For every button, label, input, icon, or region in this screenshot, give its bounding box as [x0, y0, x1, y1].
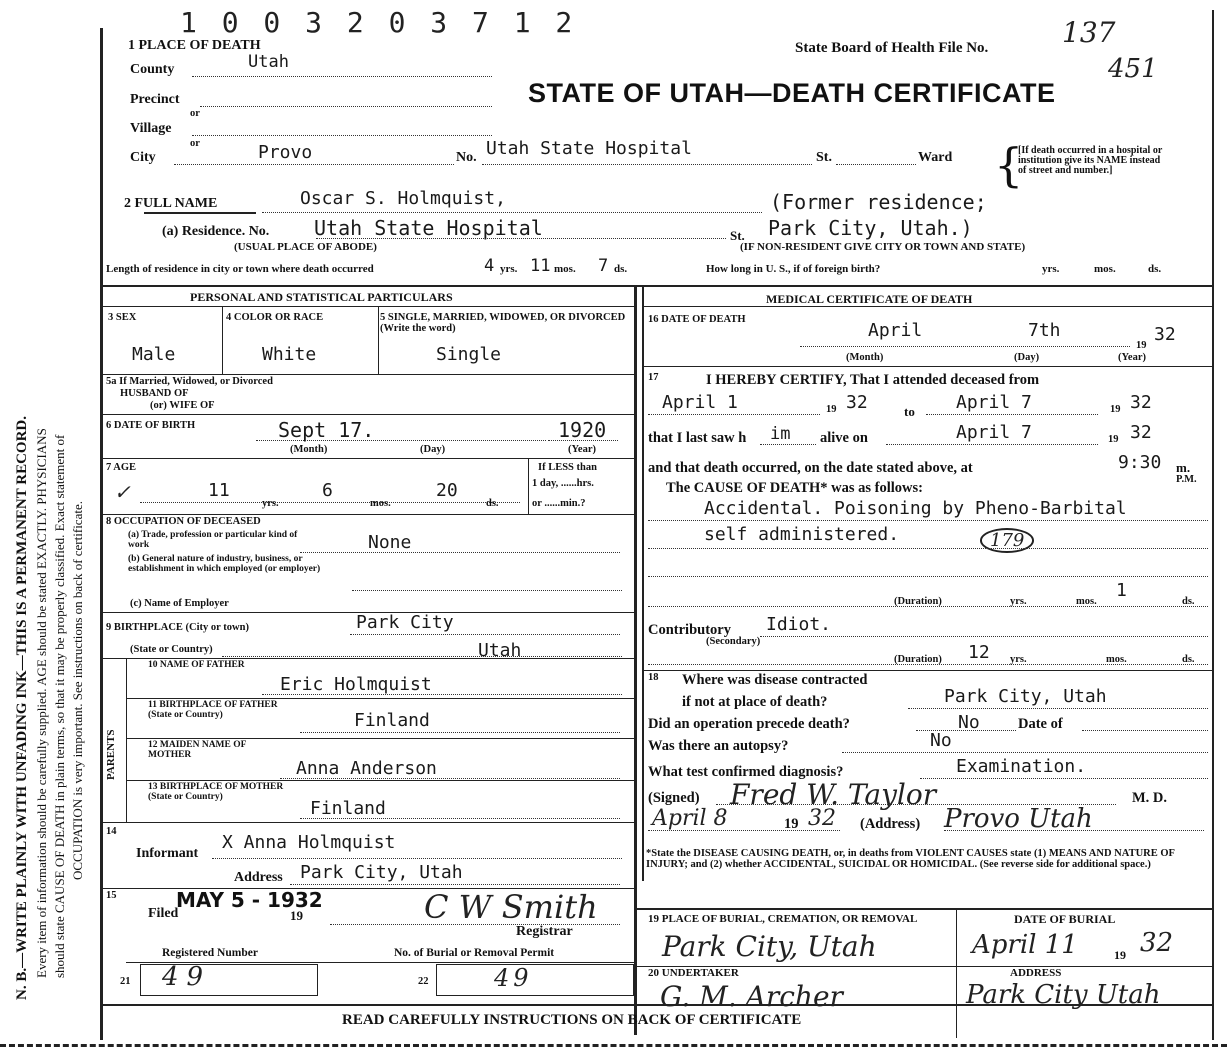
age-mos-label: mos.: [370, 498, 391, 509]
death-year-caption: (Year): [1118, 352, 1146, 363]
spouse-label-2: HUSBAND OF: [120, 388, 189, 399]
filed-label: Filed: [148, 906, 179, 921]
undertaker-value: G. M. Archer: [660, 980, 843, 1013]
file-no-extra: 451: [1108, 54, 1158, 84]
operation-value: No: [958, 712, 980, 733]
hospital-value: Utah State Hospital: [486, 138, 692, 159]
or-1: or: [190, 108, 200, 119]
birthplace-state: Utah: [478, 640, 522, 661]
birthplace-city: Park City: [356, 612, 454, 633]
mother-bp-label: 13 BIRTHPLACE OF MOTHER (State or Country): [148, 782, 284, 802]
mother-value: Anna Anderson: [296, 758, 437, 779]
side-note-4: OCCUPATION is very important. See instructions on back of certificate.: [70, 501, 85, 880]
cause-footnote: *State the DISEASE CAUSING DEATH, or, in deaths from VIOLENT CAUSES state (1) MEANS AND NATURE OF INJURY; and (2) whether ACCIDENTAL, SUICIDAL OR HOMICIDAL. (See reverse side for additional space.): [646, 848, 1175, 870]
undertaker-address: Park City Utah: [966, 980, 1161, 1010]
ward-label: Ward: [918, 150, 953, 165]
alive-date: April 7: [956, 422, 1032, 443]
duration-1-yrs: yrs.: [1010, 596, 1027, 607]
date-of-death-label: 16 DATE OF DEATH: [648, 314, 746, 325]
mother-label: 12 MAIDEN NAME OF MOTHER: [148, 740, 247, 760]
duration-2-yrs-value: 12: [968, 642, 990, 663]
signed-label: (Signed): [648, 790, 700, 806]
age-ds-value: 20: [436, 480, 458, 501]
duration-2-label: (Duration): [894, 654, 942, 665]
dob-month-value: Sept 17.: [278, 418, 375, 442]
village-label: Village: [130, 121, 172, 136]
operation-q: Did an operation precede death?: [648, 716, 850, 732]
physician-address: Provo Utah: [944, 804, 1093, 834]
certify-text: I HEREBY CERTIFY, That I attended deceased from: [706, 372, 1040, 388]
color-value: White: [262, 344, 317, 365]
residence-value: Utah State Hospital: [314, 216, 543, 240]
cause-label: The CAUSE OF DEATH* was as follows:: [666, 480, 923, 496]
how-long-label: How long in U. S., if of foreign birth?: [706, 263, 881, 275]
burial-label: 19 PLACE OF BURIAL, CREMATION, OR REMOVAL: [648, 913, 918, 925]
length-mos: 11: [530, 256, 551, 276]
how-long-mos: mos.: [1094, 263, 1116, 275]
age-ds-label: ds.: [486, 498, 499, 509]
informant-label: Informant: [136, 846, 199, 861]
occurred-label: and that death occurred, on the date stated above, at: [648, 460, 973, 476]
hospital-note: [If death occurred in a hospital or institution give its NAME instead of street and number.]: [1018, 145, 1163, 176]
death-time: 9:30: [1118, 452, 1162, 473]
disease-q2: if not at place of death?: [682, 694, 828, 710]
dob-label: 6 DATE OF BIRTH: [106, 420, 196, 431]
last-saw-label: that I last saw h: [648, 430, 747, 446]
physician-signature: Fred W. Taylor: [730, 778, 937, 811]
file-no-value: 137: [1062, 16, 1116, 49]
less-than-2: 1 day, ......hrs.: [532, 478, 594, 489]
alive-on-label: alive on: [820, 430, 868, 446]
death-19: 19: [1136, 340, 1147, 351]
time-m: m.: [1176, 460, 1191, 475]
side-note-3: should state CAUSE OF DEATH in plain terms, so that it may be properly classified. Exact statement of: [52, 434, 67, 978]
time-pm: P.M.: [1176, 474, 1197, 485]
certify-num: 17: [648, 372, 659, 383]
date-of-label: Date of: [1018, 716, 1063, 732]
length-ds-label: ds.: [614, 263, 628, 275]
test-q: What test confirmed diagnosis?: [648, 764, 844, 780]
informant-num: 14: [106, 826, 117, 837]
how-long-ds: ds.: [1148, 263, 1162, 275]
dob-month-caption: (Month): [290, 444, 328, 455]
death-year: 32: [1154, 324, 1176, 345]
or-2: or: [190, 138, 200, 149]
length-yrs: 4: [484, 256, 495, 276]
burial-date-label: DATE OF BURIAL: [1014, 912, 1116, 926]
autopsy-q: Was there an autopsy?: [648, 738, 789, 754]
to-month: April 7: [956, 392, 1032, 413]
dob-day-caption: (Day): [420, 444, 446, 455]
st-label: St.: [816, 150, 832, 165]
reg-num-prefix: 21: [120, 976, 131, 987]
occupation-b: (b) General nature of industry, business, or establishment in which employed (or employer): [128, 554, 321, 574]
length-ds: 7: [598, 256, 609, 276]
marital-value: Single: [436, 344, 502, 365]
serial-number: 1 0 0 3 2 0 3 7 1 2: [180, 6, 577, 39]
color-label: 4 COLOR OR RACE: [226, 312, 324, 323]
burial-permit-label: No. of Burial or Removal Permit: [394, 947, 555, 959]
cause-code: 179: [980, 528, 1034, 553]
reg-number-value: 49: [162, 962, 212, 992]
county-label: County: [130, 62, 175, 77]
age-mos-value: 6: [322, 480, 333, 501]
residence-label: (a) Residence. No.: [162, 224, 270, 239]
undertaker-address-label: ADDRESS: [1010, 967, 1062, 979]
to-19: 19: [1110, 404, 1121, 415]
test-value: Examination.: [956, 756, 1087, 777]
alive-year: 32: [1130, 422, 1152, 443]
footer-note: READ CAREFULLY INSTRUCTIONS ON BACK OF CERTIFICATE: [342, 1012, 802, 1028]
undertaker-label: 20 UNDERTAKER: [648, 967, 739, 979]
disease-num: 18: [648, 672, 659, 683]
death-month-caption: (Month): [846, 352, 884, 363]
duration-1-mos: mos.: [1076, 596, 1097, 607]
parents-label: PARENTS: [105, 729, 117, 780]
to-label: to: [904, 404, 915, 419]
informant-address: Park City, Utah: [300, 862, 463, 883]
age-label: 7 AGE: [106, 462, 137, 473]
personal-heading: PERSONAL AND STATISTICAL PARTICULARS: [190, 290, 453, 304]
side-note-2: Every item of information should be carefully supplied. AGE should be stated EXACTLY. PHYSICIANS: [34, 428, 49, 978]
sign-date: April 8: [652, 806, 728, 831]
residence-city: Park City, Utah.): [768, 216, 973, 240]
death-day-caption: (Day): [1014, 352, 1040, 363]
father-value: Eric Holmquist: [280, 674, 432, 695]
sex-label: 3 SEX: [108, 312, 137, 323]
filed-19: 19: [290, 908, 303, 923]
death-month: April: [868, 320, 923, 341]
length-label: Length of residence in city or town where death occurred: [106, 263, 374, 275]
certificate-title: STATE OF UTAH—DEATH CERTIFICATE: [528, 78, 1056, 108]
duration-2-ds: ds.: [1182, 654, 1195, 665]
age-check: ✓: [114, 480, 131, 504]
registrar-signature: C W Smith: [424, 888, 598, 926]
father-bp-label: 11 BIRTHPLACE OF FATHER (State or Country): [148, 700, 278, 720]
sex-value: Male: [132, 344, 176, 365]
secondary-caption: (Secondary): [706, 636, 761, 647]
filed-stamp: MAY 5 - 1932: [176, 888, 323, 912]
father-label: 10 NAME OF FATHER: [148, 660, 245, 670]
dob-year-caption: (Year): [568, 444, 596, 455]
to-year: 32: [1130, 392, 1152, 413]
file-no-label: State Board of Health File No.: [795, 40, 989, 56]
burial-num-prefix: 22: [418, 976, 429, 987]
occupation-a: (a) Trade, profession or particular kind of work: [128, 530, 298, 550]
perforation: [0, 1044, 1227, 1047]
father-bp-value: Finland: [354, 710, 430, 731]
reg-number-label: Registered Number: [162, 947, 258, 959]
occupation-value: None: [368, 532, 412, 553]
age-yrs-value: 11: [208, 480, 230, 501]
from-19: 19: [826, 404, 837, 415]
filed-num: 15: [106, 890, 117, 901]
occupation-heading: 8 OCCUPATION OF DECEASED: [106, 516, 261, 527]
burial-place: Park City, Utah: [662, 930, 877, 963]
state-country-caption: (State or Country): [130, 644, 213, 655]
from-month: April 1: [662, 392, 738, 413]
length-yrs-label: yrs.: [500, 263, 518, 275]
last-saw-him: im: [770, 424, 791, 444]
place-heading: 1 PLACE OF DEATH: [128, 38, 261, 53]
contributory-value: Idiot.: [766, 614, 832, 635]
how-long-yrs: yrs.: [1042, 263, 1060, 275]
burial-date: April 11: [972, 930, 1078, 960]
burial-permit-value: 49: [494, 964, 533, 992]
sign-19: 19: [784, 816, 799, 832]
sign-year: 32: [808, 806, 836, 831]
length-mos-label: mos.: [554, 263, 576, 275]
precinct-label: Precinct: [130, 92, 180, 107]
alive-19: 19: [1108, 434, 1119, 445]
burial-permit-box: [436, 964, 634, 996]
from-year: 32: [846, 392, 868, 413]
spouse-label-3: (or) WIFE OF: [150, 400, 215, 411]
former-residence: (Former residence;: [770, 190, 987, 214]
duration-1-ds: ds.: [1182, 596, 1195, 607]
dob-year-value: 1920: [558, 418, 607, 442]
disease-place: Park City, Utah: [944, 686, 1107, 707]
city-label: City: [130, 150, 156, 165]
duration-1-label: (Duration): [894, 596, 942, 607]
autopsy-value: No: [930, 730, 952, 751]
mother-bp-value: Finland: [310, 798, 386, 819]
contributory-label: Contributory: [648, 622, 731, 638]
physician-address-label: (Address): [860, 816, 921, 832]
duration-1-ds-value: 1: [1116, 580, 1127, 601]
disease-q1: Where was disease contracted: [682, 672, 868, 688]
residence-st-label: St.: [730, 228, 745, 243]
death-day: 7th: [1028, 320, 1061, 341]
marital-label: 5 SINGLE, MARRIED, WIDOWED, OR DIVORCED (Write the word): [380, 312, 626, 334]
spouse-label-1: 5a If Married, Widowed, or Divorced: [106, 376, 273, 387]
duration-2-yrs: yrs.: [1010, 654, 1027, 665]
nonresident-note: (IF NON-RESIDENT GIVE CITY OR TOWN AND STATE): [740, 241, 1026, 253]
duration-2-mos: mos.: [1106, 654, 1127, 665]
informant-address-label: Address: [234, 870, 283, 885]
cause-line-1: Accidental. Poisoning by Pheno-Barbital: [704, 498, 1127, 519]
registrar-label: Registrar: [516, 924, 573, 939]
no-label: No.: [456, 150, 477, 165]
usual-abode: (USUAL PLACE OF ABODE): [234, 241, 377, 253]
burial-year: 32: [1140, 928, 1174, 958]
md-label: M. D.: [1132, 790, 1168, 806]
medical-heading: MEDICAL CERTIFICATE OF DEATH: [766, 292, 973, 306]
side-note-1: N. B.—WRITE PLAINLY WITH UNFADING INK—THIS IS A PERMANENT RECORD.: [14, 416, 30, 1000]
city-value: Provo: [258, 142, 313, 163]
county-value: Utah: [248, 52, 289, 72]
age-yrs-label: yrs.: [262, 498, 279, 509]
employer-label: (c) Name of Employer: [130, 598, 229, 609]
burial-19: 19: [1114, 948, 1126, 962]
cause-line-2: self administered.: [704, 524, 900, 545]
informant-value: X Anna Holmquist: [222, 832, 396, 853]
birthplace-label: 9 BIRTHPLACE (City or town): [106, 622, 249, 633]
bracket-icon: {: [994, 138, 1024, 192]
less-than-1: If LESS than: [538, 462, 597, 473]
full-name-value: Oscar S. Holmquist,: [300, 188, 506, 209]
full-name-label: 2 FULL NAME: [124, 196, 218, 211]
less-than-3: or ......min.?: [532, 498, 586, 509]
